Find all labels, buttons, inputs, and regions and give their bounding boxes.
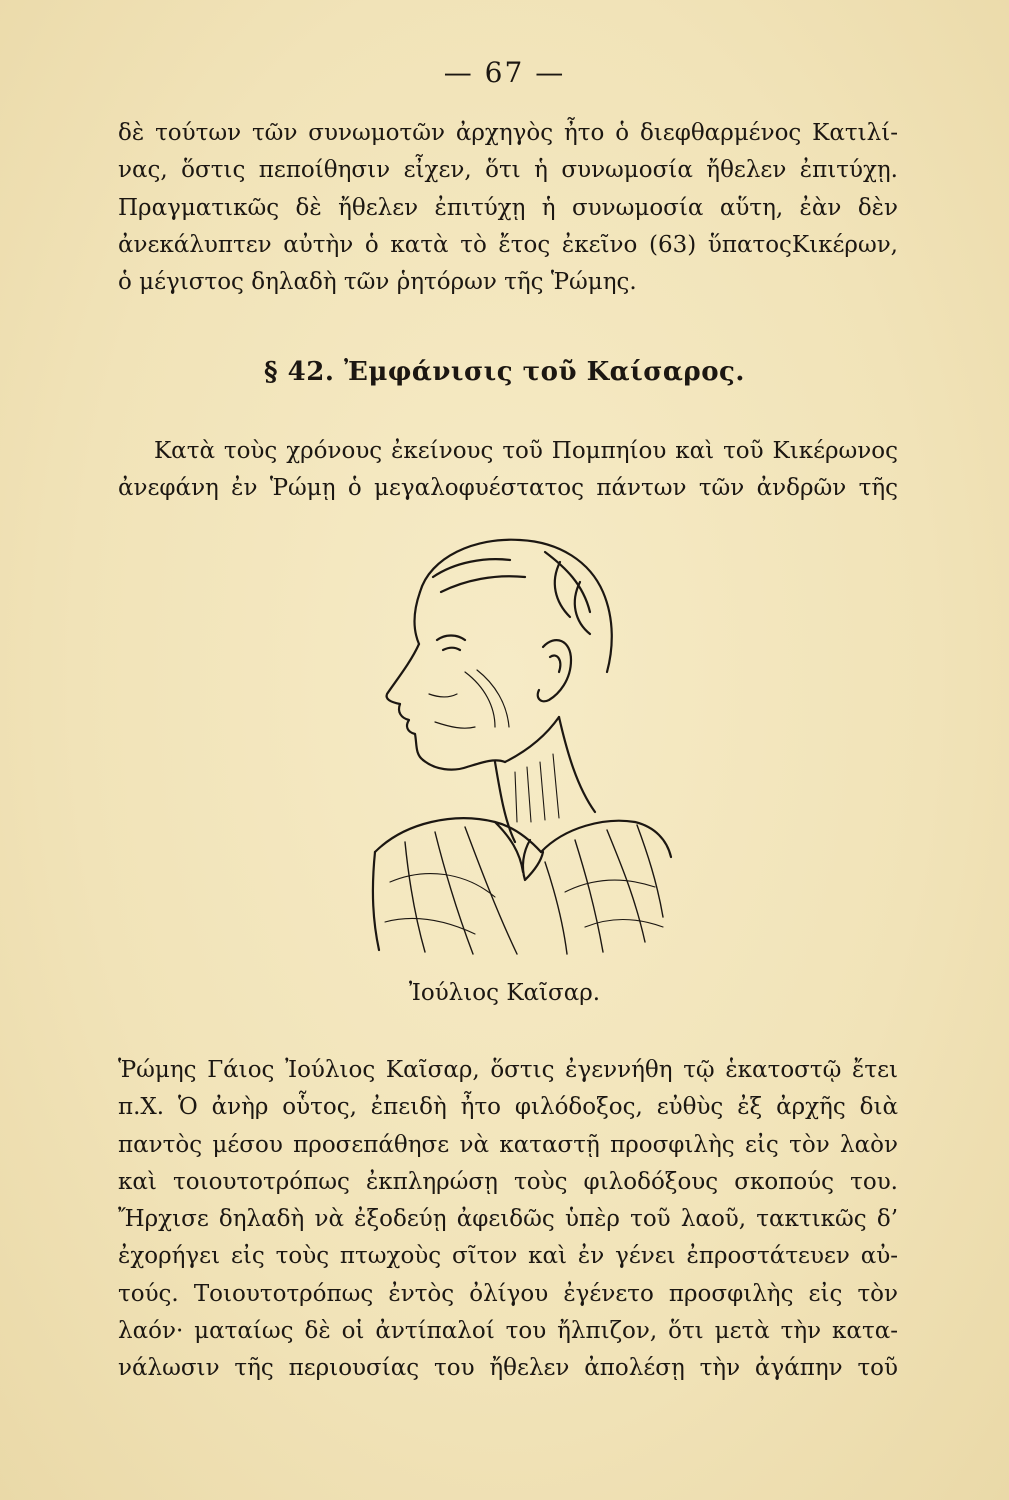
- text-line: δὲ τούτων τῶν συνωμοτῶν ἀρχηγὸς ἦτο ὁ διεφθαρμένος Κατιλί-: [118, 120, 898, 146]
- text-line: Ῥώμης Γάιος Ἰούλιος Καῖσαρ, ὅστις ἐγεννήθη τῷ ἑκατοστῷ ἔτει: [118, 1057, 898, 1083]
- text-line: τούς. Τοιουτοτρόπως ἐντὸς ὀλίγου ἐγένετο προσφιλὴς εἰς τὸν: [118, 1280, 898, 1307]
- text-line: ἀνεφάνη ἐν Ῥώμῃ ὁ μεγαλοφυέστατος πάντων τῶν ἀνδρῶν τῆς: [118, 475, 898, 502]
- text-line: λαόν· ματαίως δὲ οἱ ἀντίπαλοί του ἤλπιζον, ὅτι μετὰ τὴν κατα-: [118, 1318, 898, 1345]
- portrait-engraving-icon: [345, 522, 675, 962]
- text-line: παντὸς μέσου προσεπάθησε νὰ καταστῇ προσφιλὴς εἰς τὸν λαὸν: [118, 1131, 898, 1158]
- paragraph-intro-caesar: [118, 433, 898, 508]
- text-line: νάλωσιν τῆς περιουσίας του ἤθελεν ἀπολέσῃ τὴν ἀγάπην τοῦ: [118, 1355, 898, 1382]
- figure-caption: Ἰούλιος Καῖσαρ.: [408, 980, 601, 1006]
- text-line: ὁ μέγιστος δηλαδὴ τῶν ῥητόρων τῆς Ῥώμης.: [118, 269, 637, 296]
- text-line: π.Χ. Ὁ ἀνὴρ οὗτος, ἐπειδὴ ἦτο φιλόδοξος, εὐθὺς ἐξ ἀρχῆς διὰ: [118, 1094, 898, 1121]
- paragraph-caesar-life: [118, 1052, 898, 1388]
- text-line: ἀνεκάλυπτεν αὐτὴν ὁ κατὰ τὸ ἔτος ἐκεῖνο (63) ὕπατοςΚικέρων,: [118, 231, 898, 258]
- text-line: Πραγματικῶς δὲ ἤθελεν ἐπιτύχῃ ἡ συνωμοσία αὕτη, ἐὰν δὲν: [118, 194, 898, 221]
- section-heading: § 42. Ἐμφάνισις τοῦ Καίσαρος.: [264, 357, 745, 387]
- text-line: Ἤρχισε δηλαδὴ νὰ ἐξοδεύῃ ἀφειδῶς ὑπὲρ τοῦ λαοῦ, τακτικῶς δ’: [118, 1206, 898, 1233]
- text-line: Κατὰ τοὺς χρόνους ἐκείνους τοῦ Πομπηίου καὶ τοῦ Κικέρωνος: [154, 438, 898, 464]
- text-line: καὶ τοιουτοτρόπως ἐκπληρώσῃ τοὺς φιλοδόξους σκοπούς του.: [118, 1168, 898, 1195]
- text-line: ἐχορήγει εἰς τοὺς πτωχοὺς σῖτον καὶ ἐν γένει ἐπροστάτευεν αὐ-: [118, 1243, 898, 1270]
- text-line: νας, ὅστις πεποίθησιν εἶχεν, ὅτι ἡ συνωμοσία ἤθελεν ἐπιτύχῃ.: [118, 157, 898, 184]
- page-number: — 67 —: [443, 56, 566, 89]
- paragraph-catiline: [118, 115, 898, 301]
